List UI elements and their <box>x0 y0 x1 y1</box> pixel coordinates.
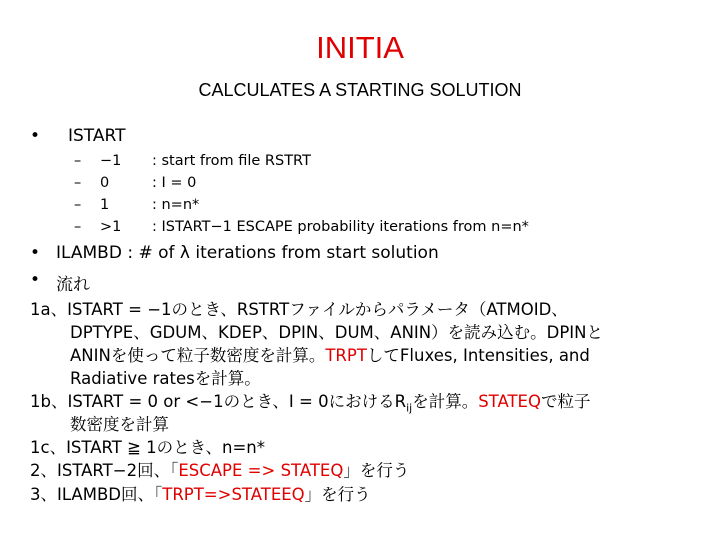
step-1a-line3-text: ANINを使って粒子数密度を計算。 <box>70 346 326 365</box>
istart-label: ISTART <box>68 126 126 146</box>
step-2 <box>30 457 409 481</box>
option-desc: : I = 0 <box>152 175 197 191</box>
step-1a-highlight: TRPT <box>325 346 367 365</box>
step-1a-line2: DPTYPE、GDUM、KDEP、DPIN、DUM、ANIN）を読み込む。DPINと <box>70 323 603 342</box>
option-dash: – <box>74 175 82 191</box>
step-3-highlight: TRPT=>STATEEQ <box>162 485 305 504</box>
step-1a-line1: 1a、ISTART = −1のとき、RSTRTファイルからパラメータ（ATMOID、 <box>30 300 568 319</box>
option-dash: – <box>74 153 82 169</box>
step-3 <box>30 481 371 505</box>
option-key: >1 <box>100 219 122 235</box>
step-2-highlight: ESCAPE => STATEQ <box>178 461 344 480</box>
step-2-text-end: 」を行う <box>343 461 410 480</box>
ilambd-text: ILAMBD : # of λ iterations from start solution <box>56 243 439 263</box>
step-1b-text-mid: を計算。 <box>412 392 479 411</box>
step-1a-line3 <box>70 342 590 366</box>
step-1b-highlight: STATEQ <box>478 392 541 411</box>
step-1b-text: 1b、ISTART = 0 or <−1のとき、I = 0におけるR <box>30 392 407 411</box>
option-desc: : n=n* <box>152 197 200 213</box>
step-1a-line4: Radiative ratesを計算。 <box>70 369 261 388</box>
step-1c: 1c、ISTART ≧ 1のとき、n=n* <box>30 438 265 457</box>
slide-subtitle: CALCULATES A STARTING SOLUTION <box>198 80 522 100</box>
bullet-dot: • <box>30 243 41 263</box>
step-3-text: 3、ILAMBD回、「 <box>30 485 163 504</box>
step-1b-subscript: ij <box>406 401 413 415</box>
step-2-text: 2、ISTART−2回、「 <box>30 461 179 480</box>
bullet-dot: • <box>30 126 41 146</box>
step-1b-text-end: で粒子 <box>540 392 591 411</box>
step-1b-line2: 数密度を計算 <box>70 415 169 434</box>
option-desc: : start from file RSTRT <box>152 153 311 169</box>
option-key: −1 <box>100 153 122 169</box>
option-desc: : ISTART−1 ESCAPE probability iterations from n=n* <box>152 219 529 235</box>
step-1a-line3-text-end: してFluxes, Intensities, and <box>366 346 590 365</box>
flow-label: 流れ <box>56 275 90 295</box>
step-3-text-end: 」を行う <box>304 485 371 504</box>
option-key: 0 <box>100 175 110 191</box>
option-dash: – <box>74 219 82 235</box>
option-key: 1 <box>100 197 110 213</box>
option-dash: – <box>74 197 82 213</box>
bullet-dot: • <box>30 270 41 290</box>
slide-title: INITIA <box>316 30 404 65</box>
